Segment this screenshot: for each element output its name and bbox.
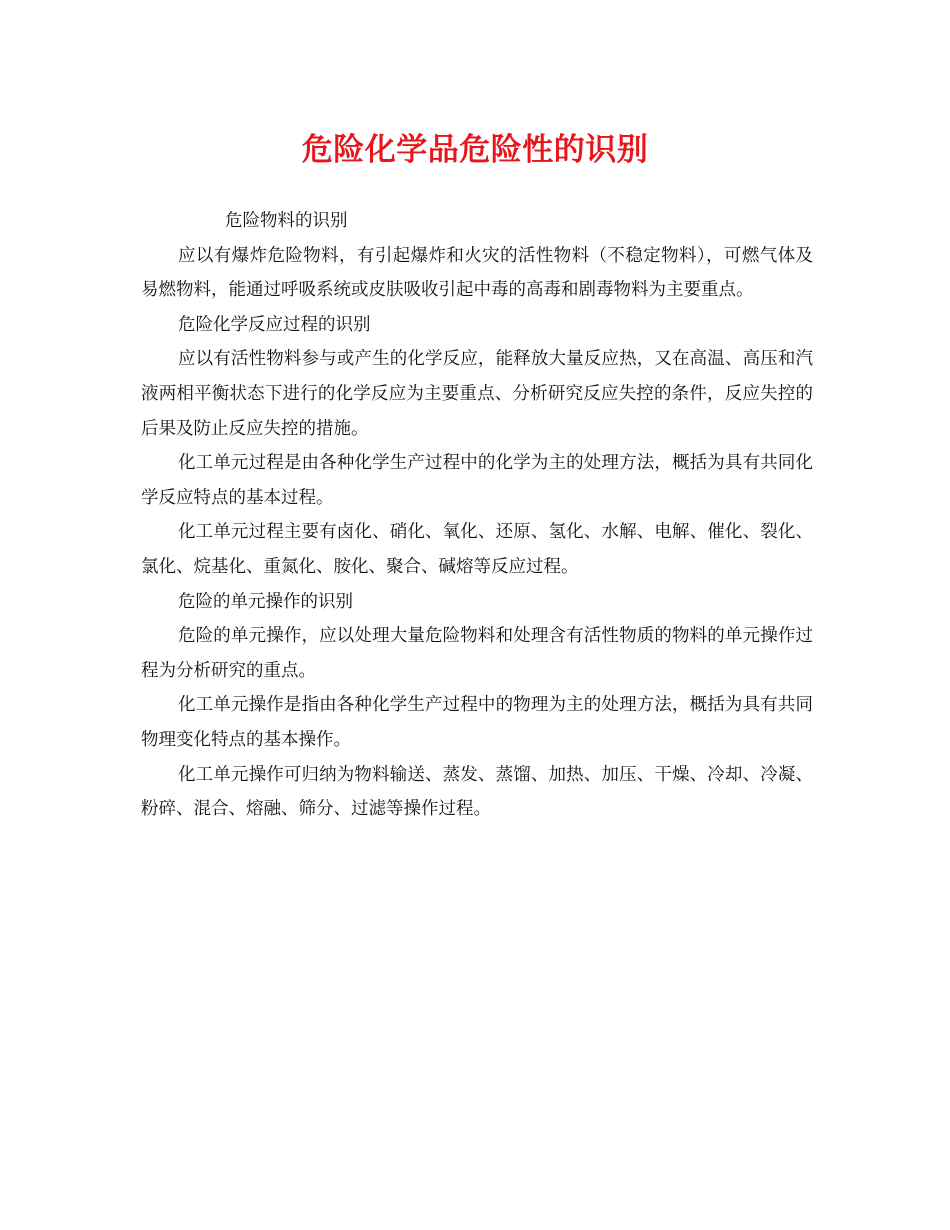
section-heading-chemical-reactions: 危险化学反应过程的识别 [178, 314, 371, 335]
document-body [141, 204, 813, 827]
section-heading-unit-operations: 危险的单元操作的识别 [178, 591, 353, 612]
paragraph-unit-process-types: 化工单元过程主要有卤化、硝化、氧化、还原、氢化、水解、电解、催化、裂化、氯化、烷基化、重氮化、胺化、聚合、碱熔等反应过程。 [141, 522, 813, 577]
paragraph-unit-operation-definition: 化工单元操作是指由各种化学生产过程中的物理为主的处理方法，概括为具有共同物理变化特点的基本操作。 [141, 695, 813, 750]
paragraph-hazardous-materials: 应以有爆炸危险物料，有引起爆炸和火灾的活性物料（不稳定物料），可燃气体及易燃物料，能通过呼吸系统或皮肤吸收引起中毒的高毒和剧毒物料为主要重点。 [141, 245, 813, 301]
page-title: 危险化学品危险性的识别 [301, 132, 649, 168]
paragraph-unit-process-definition: 化工单元过程是由各种化学生产过程中的化学为主的处理方法，概括为具有共同化学反应特点的基本过程。 [141, 453, 813, 508]
paragraph-chemical-reactions: 应以有活性物料参与或产生的化学反应，能释放大量反应热，又在高温、高压和汽液两相平衡状态下进行的化学反应为主要重点、分析研究反应失控的条件，反应失控的后果及防止反应失控的措施。 [141, 349, 813, 439]
paragraph-unit-operations-focus: 危险的单元操作，应以处理大量危险物料和处理含有活性物质的物料的单元操作过程为分析研究的重点。 [141, 626, 813, 681]
paragraph-unit-operation-types: 化工单元操作可归纳为物料输送、蒸发、蒸馏、加热、加压、干燥、冷却、冷凝、粉碎、混合、熔融、筛分、过滤等操作过程。 [141, 764, 813, 820]
section-heading-hazardous-materials: 危险物料的识别 [225, 211, 348, 231]
